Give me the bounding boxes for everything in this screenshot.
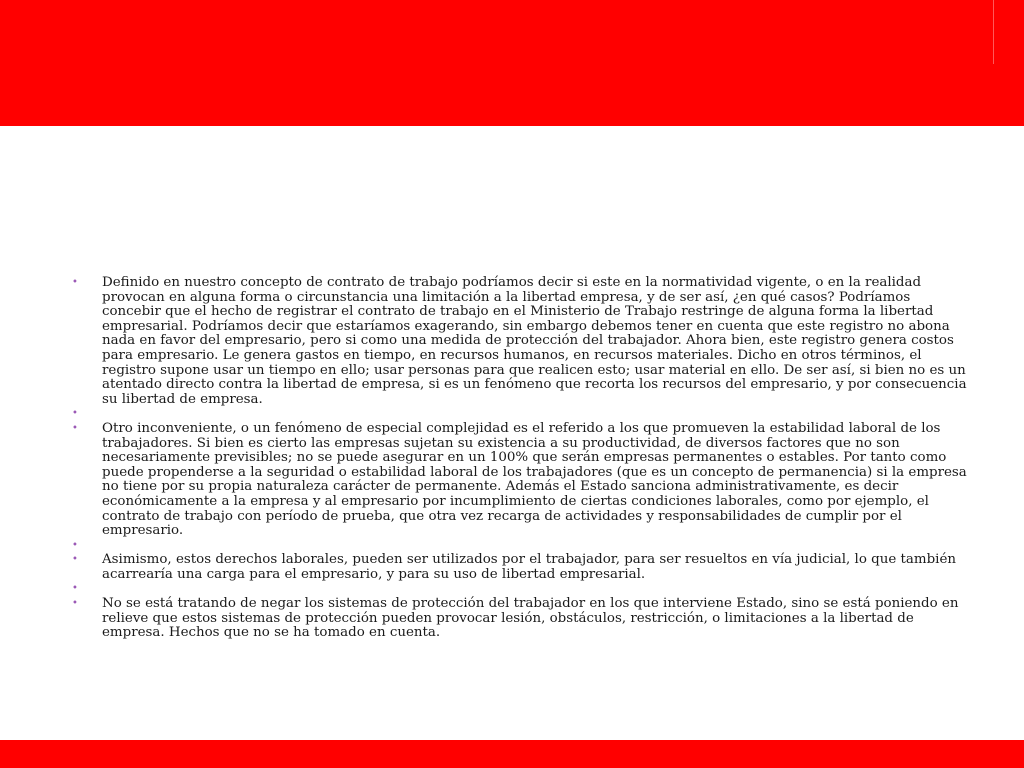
bullet-item-empty-2 (72, 539, 972, 554)
slide-content (72, 276, 972, 641)
top-red-band (0, 0, 1024, 126)
bullet-dot-icon: • (72, 408, 78, 420)
bullet-text: Otro inconveniente, o un fenómeno de especial complejidad es el referido a los que promueven la estabilidad laboral de los trabajadores. Si bien es cierto las empresas sujetan su existencia a su productividad, de diversos factores que no son necesariamente previsibles; no se puede asegurar en un 100% que serán empresas permanentes o estables. Por tanto como puede propenderse a la seguridad o estabilidad laboral de los trabajadores (que es un concepto de permanencia) si la empresa no tiene por su propia naturaleza carácter de permanente. Además el Estado sanciona administrativamente, es decir económicamente a la empresa y al empresario por incumplimiento de ciertas condiciones laborales, como por ejemplo, el contrato de trabajo con período de prueba, que otra vez recarga de actividades y responsabilidades de cumplir por el empresario. (102, 420, 967, 539)
bullet-dot-icon: • (72, 422, 78, 434)
bottom-red-band (0, 740, 1024, 768)
bullet-item-3 (72, 553, 972, 582)
bullet-item-empty-3 (72, 582, 972, 597)
bullet-dot-icon: • (72, 583, 78, 595)
bullet-dot-icon: • (72, 277, 78, 288)
bullet-item-empty-1 (72, 407, 972, 422)
bullet-text: Definido en nuestro concepto de contrato de trabajo podríamos decir si este en la normatividad vigente, o en la realidad provocan en alguna forma o circunstancia una limitación a la libertad empresa, y de ser así, ¿en qué casos? Podríamos concebir que el hecho de registrar el contrato de trabajo en el Ministerio de Trabajo restringe de alguna forma la libertad empresarial. Podríamos decir que estaríamos exagerando, sin embargo debemos tener en cuenta que este registro no abona nada en favor del empresario, pero si como una medida de protección del trabajador. Ahora bien, este registro genera costos para empresario. Le genera gastos en tiempo, en recursos humanos, en recursos materiales. Dicho en otros términos, el registro supone usar un tiempo en ello; usar personas para que realicen esto; usar material en ello. De ser así, si bien no es un atentado directo contra la libertad de empresa, si es un fenómeno que recorta los recursos del empresario, y por consecuencia su libertad de empresa. (102, 275, 967, 407)
bullet-text: Asimismo, estos derechos laborales, pueden ser utilizados por el trabajador, para ser resueltos en vía judicial, lo que también acarrearía una carga para el empresario, y para su uso de libertad empresarial. (102, 552, 956, 582)
bullet-dot-icon: • (72, 598, 78, 610)
bullet-item-2 (72, 422, 972, 539)
bullet-list (72, 276, 972, 641)
top-band-divider-line (993, 0, 994, 64)
bullet-dot-icon: • (72, 554, 78, 566)
bullet-dot-icon: • (72, 539, 78, 551)
bullet-item-4 (72, 597, 972, 641)
bullet-item-1 (72, 276, 972, 407)
bullet-text: No se está tratando de negar los sistemas de protección del trabajador en los que interviene Estado, sino se está poniendo en relieve que estos sistemas de protección pueden provocar lesión, obstáculos, restricción, o limitaciones a la libertad de empresa. Hechos que no se ha tomado en cuenta. (102, 596, 959, 641)
